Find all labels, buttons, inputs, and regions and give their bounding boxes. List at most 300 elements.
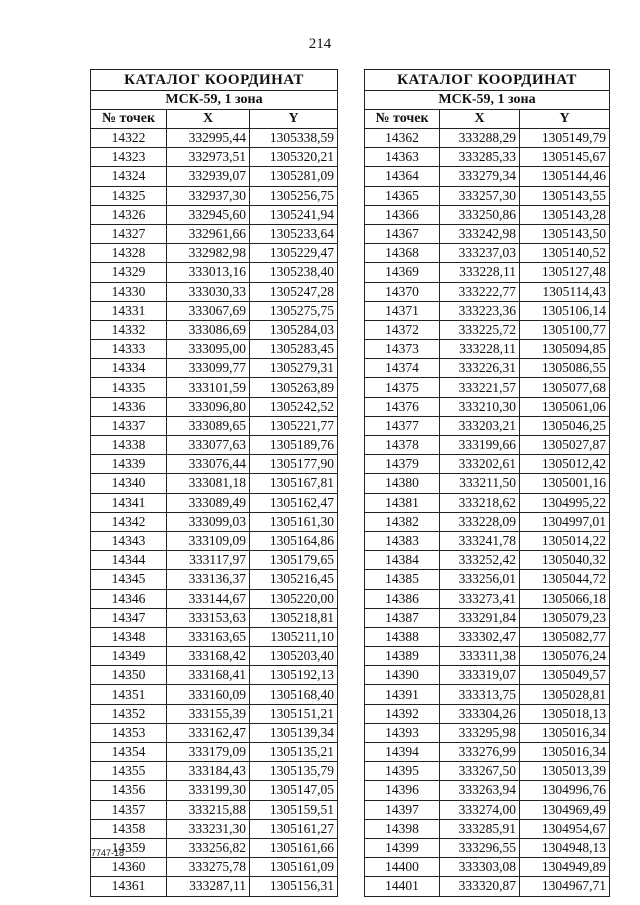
x-coordinate-cell: 333242,98 — [440, 224, 520, 243]
y-coordinate-cell: 1305221,77 — [250, 416, 338, 435]
x-coordinate-cell: 333168,41 — [167, 666, 250, 685]
table-row — [365, 723, 610, 742]
y-coordinate-cell: 1305216,45 — [250, 570, 338, 589]
y-coordinate-cell: 1305135,79 — [250, 762, 338, 781]
table-row — [365, 781, 610, 800]
x-coordinate-cell: 333095,00 — [167, 340, 250, 359]
point-number-cell: 14343 — [91, 531, 167, 550]
y-coordinate-cell: 1305147,05 — [250, 781, 338, 800]
x-coordinate-cell: 333237,03 — [440, 244, 520, 263]
point-number-cell: 14336 — [91, 397, 167, 416]
x-coordinate-cell: 332937,30 — [167, 186, 250, 205]
table-row — [365, 666, 610, 685]
point-number-cell: 14380 — [365, 474, 440, 493]
x-coordinate-cell: 333199,30 — [167, 781, 250, 800]
table-row — [91, 589, 338, 608]
table-row — [365, 167, 610, 186]
point-number-cell: 14355 — [91, 762, 167, 781]
y-coordinate-cell: 1305161,09 — [250, 858, 338, 877]
table-row — [365, 129, 610, 148]
table-row — [91, 685, 338, 704]
point-number-cell: 14350 — [91, 666, 167, 685]
table-row — [91, 800, 338, 819]
x-coordinate-cell: 333295,98 — [440, 723, 520, 742]
table-row — [91, 436, 338, 455]
table-row — [365, 838, 610, 857]
table-row — [91, 512, 338, 531]
column-header-point-number: № точек — [365, 110, 440, 129]
point-number-cell: 14389 — [365, 647, 440, 666]
x-coordinate-cell: 333276,99 — [440, 743, 520, 762]
table-row — [91, 608, 338, 627]
y-coordinate-cell: 1305066,18 — [520, 589, 610, 608]
table-row — [91, 531, 338, 550]
table-row — [365, 493, 610, 512]
table-row — [91, 416, 338, 435]
table-row — [365, 474, 610, 493]
y-coordinate-cell: 1305242,52 — [250, 397, 338, 416]
x-coordinate-cell: 333273,41 — [440, 589, 520, 608]
document-code: 7747-18 — [91, 848, 125, 858]
point-number-cell: 14379 — [365, 455, 440, 474]
y-coordinate-cell: 1305145,67 — [520, 148, 610, 167]
point-number-cell: 14400 — [365, 858, 440, 877]
y-coordinate-cell: 1304996,76 — [520, 781, 610, 800]
y-coordinate-cell: 1305167,81 — [250, 474, 338, 493]
y-coordinate-cell: 1305281,09 — [250, 167, 338, 186]
point-number-cell: 14331 — [91, 301, 167, 320]
column-header-x: X — [167, 110, 250, 129]
point-number-cell: 14369 — [365, 263, 440, 282]
point-number-cell: 14325 — [91, 186, 167, 205]
point-number-cell: 14372 — [365, 320, 440, 339]
y-coordinate-cell: 1305114,43 — [520, 282, 610, 301]
y-coordinate-cell: 1305001,16 — [520, 474, 610, 493]
y-coordinate-cell: 1305233,64 — [250, 224, 338, 243]
y-coordinate-cell: 1305014,22 — [520, 531, 610, 550]
y-coordinate-cell: 1304969,49 — [520, 800, 610, 819]
y-coordinate-cell: 1305076,24 — [520, 647, 610, 666]
y-coordinate-cell: 1305135,21 — [250, 743, 338, 762]
point-number-cell: 14386 — [365, 589, 440, 608]
table-row — [365, 340, 610, 359]
page-number: 214 — [308, 36, 332, 52]
x-coordinate-cell: 333086,69 — [167, 320, 250, 339]
x-coordinate-cell: 333109,09 — [167, 531, 250, 550]
point-number-cell: 14397 — [365, 800, 440, 819]
table-row — [91, 858, 338, 877]
table-row — [365, 416, 610, 435]
point-number-cell: 14359 — [91, 838, 167, 857]
table-row — [91, 320, 338, 339]
table-row — [365, 320, 610, 339]
table-row — [365, 762, 610, 781]
x-coordinate-cell: 333101,59 — [167, 378, 250, 397]
point-number-cell: 14326 — [91, 205, 167, 224]
point-number-cell: 14347 — [91, 608, 167, 627]
table-row — [91, 781, 338, 800]
y-coordinate-cell: 1305013,39 — [520, 762, 610, 781]
y-coordinate-cell: 1305040,32 — [520, 551, 610, 570]
y-coordinate-cell: 1305086,55 — [520, 359, 610, 378]
y-coordinate-cell: 1305161,30 — [250, 512, 338, 531]
point-number-cell: 14361 — [91, 877, 167, 896]
x-coordinate-cell: 333221,57 — [440, 378, 520, 397]
column-header-x: X — [440, 110, 520, 129]
table-row — [91, 378, 338, 397]
x-coordinate-cell: 333303,08 — [440, 858, 520, 877]
point-number-cell: 14338 — [91, 436, 167, 455]
x-coordinate-cell: 333117,97 — [167, 551, 250, 570]
x-coordinate-cell: 333263,94 — [440, 781, 520, 800]
table-row — [91, 570, 338, 589]
y-coordinate-cell: 1305044,72 — [520, 570, 610, 589]
x-coordinate-cell: 333302,47 — [440, 627, 520, 646]
point-number-cell: 14362 — [365, 129, 440, 148]
table-row — [365, 378, 610, 397]
x-coordinate-cell: 333291,84 — [440, 608, 520, 627]
point-number-cell: 14373 — [365, 340, 440, 359]
x-coordinate-cell: 333215,88 — [167, 800, 250, 819]
point-number-cell: 14348 — [91, 627, 167, 646]
point-number-cell: 14351 — [91, 685, 167, 704]
table-row — [365, 224, 610, 243]
x-coordinate-cell: 333077,63 — [167, 436, 250, 455]
x-coordinate-cell: 333222,77 — [440, 282, 520, 301]
table-row — [365, 589, 610, 608]
table-row — [91, 301, 338, 320]
point-number-cell: 14377 — [365, 416, 440, 435]
point-number-cell: 14346 — [91, 589, 167, 608]
table-row — [91, 666, 338, 685]
point-number-cell: 14399 — [365, 838, 440, 857]
x-coordinate-cell: 333076,44 — [167, 455, 250, 474]
catalog-body — [365, 129, 610, 897]
table-row — [91, 359, 338, 378]
table-row — [365, 800, 610, 819]
y-coordinate-cell: 1305139,34 — [250, 723, 338, 742]
y-coordinate-cell: 1305151,21 — [250, 704, 338, 723]
point-number-cell: 14329 — [91, 263, 167, 282]
point-number-cell: 14352 — [91, 704, 167, 723]
table-row — [91, 224, 338, 243]
y-coordinate-cell: 1305279,31 — [250, 359, 338, 378]
table-row — [91, 493, 338, 512]
x-coordinate-cell: 333275,78 — [167, 858, 250, 877]
y-coordinate-cell: 1305077,68 — [520, 378, 610, 397]
point-number-cell: 14395 — [365, 762, 440, 781]
x-coordinate-cell: 332939,07 — [167, 167, 250, 186]
point-number-cell: 14358 — [91, 819, 167, 838]
x-coordinate-cell: 333313,75 — [440, 685, 520, 704]
point-number-cell: 14330 — [91, 282, 167, 301]
table-row — [365, 359, 610, 378]
x-coordinate-cell: 333089,65 — [167, 416, 250, 435]
point-number-cell: 14371 — [365, 301, 440, 320]
x-coordinate-cell: 332945,60 — [167, 205, 250, 224]
table-row — [91, 762, 338, 781]
x-coordinate-cell: 333228,09 — [440, 512, 520, 531]
table-row — [365, 819, 610, 838]
y-coordinate-cell: 1305156,31 — [250, 877, 338, 896]
point-number-cell: 14387 — [365, 608, 440, 627]
table-row — [91, 877, 338, 896]
y-coordinate-cell: 1304997,01 — [520, 512, 610, 531]
x-coordinate-cell: 333223,36 — [440, 301, 520, 320]
y-coordinate-cell: 1305149,79 — [520, 129, 610, 148]
table-row — [365, 244, 610, 263]
table-row — [91, 819, 338, 838]
x-coordinate-cell: 333296,55 — [440, 838, 520, 857]
table-row — [91, 455, 338, 474]
y-coordinate-cell: 1305143,55 — [520, 186, 610, 205]
x-coordinate-cell: 332995,44 — [167, 129, 250, 148]
point-number-cell: 14360 — [91, 858, 167, 877]
x-coordinate-cell: 333067,69 — [167, 301, 250, 320]
y-coordinate-cell: 1305164,86 — [250, 531, 338, 550]
x-coordinate-cell: 333096,80 — [167, 397, 250, 416]
catalog-zone: МСК-59, 1 зона — [365, 91, 610, 110]
table-row — [91, 186, 338, 205]
x-coordinate-cell: 333320,87 — [440, 877, 520, 896]
x-coordinate-cell: 333287,11 — [167, 877, 250, 896]
y-coordinate-cell: 1305028,81 — [520, 685, 610, 704]
y-coordinate-cell: 1305016,34 — [520, 743, 610, 762]
x-coordinate-cell: 333285,91 — [440, 819, 520, 838]
y-coordinate-cell: 1305283,45 — [250, 340, 338, 359]
y-coordinate-cell: 1305161,66 — [250, 838, 338, 857]
point-number-cell: 14349 — [91, 647, 167, 666]
x-coordinate-cell: 333228,11 — [440, 263, 520, 282]
point-number-cell: 14392 — [365, 704, 440, 723]
y-coordinate-cell: 1305229,47 — [250, 244, 338, 263]
point-number-cell: 14323 — [91, 148, 167, 167]
point-number-cell: 14364 — [365, 167, 440, 186]
table-row — [91, 704, 338, 723]
y-coordinate-cell: 1305211,10 — [250, 627, 338, 646]
y-coordinate-cell: 1305161,27 — [250, 819, 338, 838]
table-row — [91, 397, 338, 416]
y-coordinate-cell: 1305220,00 — [250, 589, 338, 608]
table-row — [91, 148, 338, 167]
x-coordinate-cell: 333203,21 — [440, 416, 520, 435]
table-row — [365, 205, 610, 224]
x-coordinate-cell: 333136,37 — [167, 570, 250, 589]
x-coordinate-cell: 333225,72 — [440, 320, 520, 339]
x-coordinate-cell: 333162,47 — [167, 723, 250, 742]
y-coordinate-cell: 1304949,89 — [520, 858, 610, 877]
x-coordinate-cell: 333168,42 — [167, 647, 250, 666]
y-coordinate-cell: 1305159,51 — [250, 800, 338, 819]
point-number-cell: 14376 — [365, 397, 440, 416]
table-row — [365, 455, 610, 474]
y-coordinate-cell: 1305079,23 — [520, 608, 610, 627]
point-number-cell: 14382 — [365, 512, 440, 531]
y-coordinate-cell: 1305094,85 — [520, 340, 610, 359]
table-row — [365, 551, 610, 570]
x-coordinate-cell: 333218,62 — [440, 493, 520, 512]
point-number-cell: 14381 — [365, 493, 440, 512]
y-coordinate-cell: 1305018,13 — [520, 704, 610, 723]
y-coordinate-cell: 1305100,77 — [520, 320, 610, 339]
y-coordinate-cell: 1305203,40 — [250, 647, 338, 666]
y-coordinate-cell: 1305127,48 — [520, 263, 610, 282]
table-row — [365, 647, 610, 666]
point-number-cell: 14390 — [365, 666, 440, 685]
table-row — [91, 838, 338, 857]
table-row — [365, 148, 610, 167]
table-row — [91, 282, 338, 301]
coordinate-catalog-right — [364, 69, 610, 897]
column-header-y: Y — [520, 110, 610, 129]
point-number-cell: 14393 — [365, 723, 440, 742]
point-number-cell: 14384 — [365, 551, 440, 570]
point-number-cell: 14354 — [91, 743, 167, 762]
y-coordinate-cell: 1305106,14 — [520, 301, 610, 320]
point-number-cell: 14356 — [91, 781, 167, 800]
catalog-title: КАТАЛОГ КООРДИНАТ — [91, 70, 338, 91]
catalog-body — [91, 129, 338, 897]
point-number-cell: 14383 — [365, 531, 440, 550]
table-row — [365, 301, 610, 320]
table-row — [365, 743, 610, 762]
x-coordinate-cell: 333153,63 — [167, 608, 250, 627]
y-coordinate-cell: 1305338,59 — [250, 129, 338, 148]
x-coordinate-cell: 333184,43 — [167, 762, 250, 781]
y-coordinate-cell: 1305218,81 — [250, 608, 338, 627]
x-coordinate-cell: 333155,39 — [167, 704, 250, 723]
x-coordinate-cell: 333252,42 — [440, 551, 520, 570]
point-number-cell: 14401 — [365, 877, 440, 896]
table-row — [365, 263, 610, 282]
point-number-cell: 14335 — [91, 378, 167, 397]
x-coordinate-cell: 332961,66 — [167, 224, 250, 243]
x-coordinate-cell: 332973,51 — [167, 148, 250, 167]
point-number-cell: 14363 — [365, 148, 440, 167]
x-coordinate-cell: 333311,38 — [440, 647, 520, 666]
point-number-cell: 14324 — [91, 167, 167, 186]
point-number-cell: 14353 — [91, 723, 167, 742]
y-coordinate-cell: 1305241,94 — [250, 205, 338, 224]
table-row — [91, 474, 338, 493]
x-coordinate-cell: 333199,66 — [440, 436, 520, 455]
point-number-cell: 14388 — [365, 627, 440, 646]
point-number-cell: 14385 — [365, 570, 440, 589]
table-row — [365, 531, 610, 550]
point-number-cell: 14340 — [91, 474, 167, 493]
point-number-cell: 14339 — [91, 455, 167, 474]
x-coordinate-cell: 333285,33 — [440, 148, 520, 167]
y-coordinate-cell: 1305061,06 — [520, 397, 610, 416]
table-row — [365, 397, 610, 416]
point-number-cell: 14344 — [91, 551, 167, 570]
point-number-cell: 14375 — [365, 378, 440, 397]
y-coordinate-cell: 1304954,67 — [520, 819, 610, 838]
x-coordinate-cell: 332982,98 — [167, 244, 250, 263]
x-coordinate-cell: 333304,26 — [440, 704, 520, 723]
table-row — [365, 436, 610, 455]
y-coordinate-cell: 1305143,28 — [520, 205, 610, 224]
point-number-cell: 14396 — [365, 781, 440, 800]
point-number-cell: 14341 — [91, 493, 167, 512]
y-coordinate-cell: 1305284,03 — [250, 320, 338, 339]
y-coordinate-cell: 1305275,75 — [250, 301, 338, 320]
table-row — [365, 570, 610, 589]
x-coordinate-cell: 333250,86 — [440, 205, 520, 224]
x-coordinate-cell: 333267,50 — [440, 762, 520, 781]
table-row — [91, 205, 338, 224]
x-coordinate-cell: 333241,78 — [440, 531, 520, 550]
x-coordinate-cell: 333231,30 — [167, 819, 250, 838]
y-coordinate-cell: 1305082,77 — [520, 627, 610, 646]
point-number-cell: 14394 — [365, 743, 440, 762]
y-coordinate-cell: 1305140,52 — [520, 244, 610, 263]
point-number-cell: 14366 — [365, 205, 440, 224]
x-coordinate-cell: 333279,34 — [440, 167, 520, 186]
x-coordinate-cell: 333256,01 — [440, 570, 520, 589]
y-coordinate-cell: 1305027,87 — [520, 436, 610, 455]
table-row — [365, 858, 610, 877]
table-row — [91, 244, 338, 263]
x-coordinate-cell: 333160,09 — [167, 685, 250, 704]
coordinate-catalog-left — [90, 69, 338, 897]
y-coordinate-cell: 1305016,34 — [520, 723, 610, 742]
y-coordinate-cell: 1305144,46 — [520, 167, 610, 186]
y-coordinate-cell: 1305049,57 — [520, 666, 610, 685]
x-coordinate-cell: 333274,00 — [440, 800, 520, 819]
y-coordinate-cell: 1305320,21 — [250, 148, 338, 167]
y-coordinate-cell: 1305192,13 — [250, 666, 338, 685]
table-row — [365, 627, 610, 646]
y-coordinate-cell: 1305012,42 — [520, 455, 610, 474]
point-number-cell: 14334 — [91, 359, 167, 378]
table-row — [365, 704, 610, 723]
point-number-cell: 14342 — [91, 512, 167, 531]
point-number-cell: 14370 — [365, 282, 440, 301]
y-coordinate-cell: 1305238,40 — [250, 263, 338, 282]
point-number-cell: 14337 — [91, 416, 167, 435]
x-coordinate-cell: 333257,30 — [440, 186, 520, 205]
point-number-cell: 14322 — [91, 129, 167, 148]
table-row — [91, 723, 338, 742]
point-number-cell: 14391 — [365, 685, 440, 704]
x-coordinate-cell: 333089,49 — [167, 493, 250, 512]
table-row — [91, 167, 338, 186]
point-number-cell: 14357 — [91, 800, 167, 819]
table-row — [365, 186, 610, 205]
y-coordinate-cell: 1305143,50 — [520, 224, 610, 243]
catalog-title: КАТАЛОГ КООРДИНАТ — [365, 70, 610, 91]
table-row — [365, 608, 610, 627]
column-header-point-number: № точек — [91, 110, 167, 129]
point-number-cell: 14345 — [91, 570, 167, 589]
point-number-cell: 14333 — [91, 340, 167, 359]
x-coordinate-cell: 333163,65 — [167, 627, 250, 646]
table-row — [365, 685, 610, 704]
y-coordinate-cell: 1305162,47 — [250, 493, 338, 512]
point-number-cell: 14328 — [91, 244, 167, 263]
x-coordinate-cell: 333013,16 — [167, 263, 250, 282]
y-coordinate-cell: 1305177,90 — [250, 455, 338, 474]
x-coordinate-cell: 333099,03 — [167, 512, 250, 531]
x-coordinate-cell: 333256,82 — [167, 838, 250, 857]
point-number-cell: 14368 — [365, 244, 440, 263]
x-coordinate-cell: 333202,61 — [440, 455, 520, 474]
table-row — [91, 627, 338, 646]
x-coordinate-cell: 333099,77 — [167, 359, 250, 378]
x-coordinate-cell: 333030,33 — [167, 282, 250, 301]
table-row — [91, 129, 338, 148]
